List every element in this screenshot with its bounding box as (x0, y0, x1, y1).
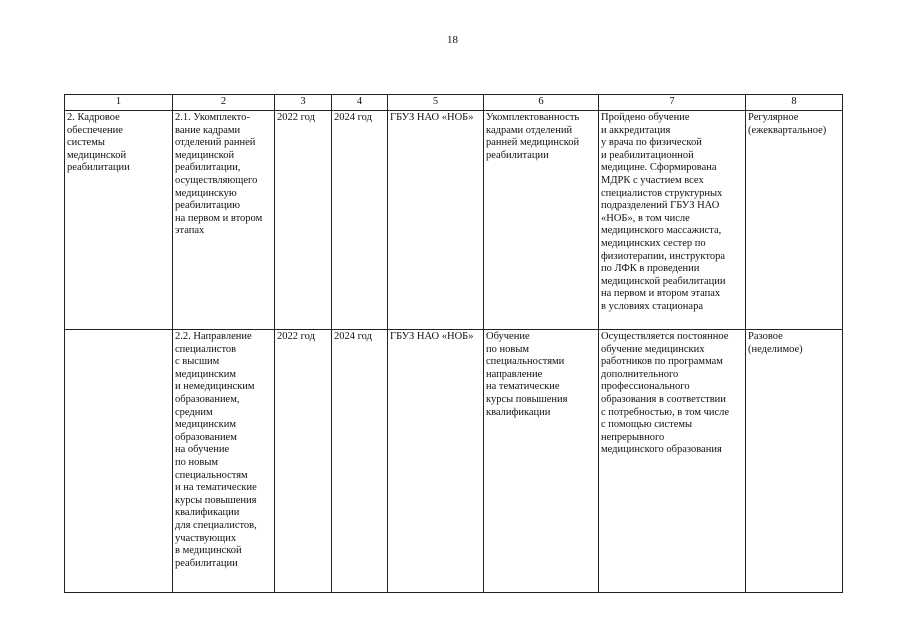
cell-text-line: реабилитацию (175, 200, 240, 212)
column-header: 8 (746, 95, 843, 111)
start-date-cell (275, 330, 332, 593)
cell-text-line: образования в соответствии (601, 393, 726, 405)
cell-text-line: и немедицинским (175, 381, 255, 393)
cell-text-line: направление (486, 368, 543, 380)
cell-text-line: профессионального (601, 381, 690, 393)
cell-text-line: (неделимое) (748, 343, 803, 355)
cell-text-line: реабилитации, (175, 162, 241, 174)
cell-text-line: специальностям (175, 469, 248, 481)
cell-text-line: медицинских сестер по (601, 237, 706, 249)
cell-text-line: реабилитации (486, 149, 549, 161)
cell-text-line: Укомплектованность (486, 112, 580, 123)
cell-text-line: подразделений ГБУЗ НАО (601, 200, 720, 212)
end-date-cell (332, 330, 388, 593)
cell-text-line: реабилитации (175, 557, 238, 569)
cell-text: ГБУЗ НАО «НОБ» (390, 331, 474, 342)
cell-text-line: Осуществляется постоянное (601, 331, 729, 342)
cell-text-line: у врача по физической (601, 137, 702, 149)
cell-text-line: Разовое (748, 331, 783, 342)
cell-text-line: медицинской (67, 149, 127, 161)
cell-text-line: курсы повышения (175, 494, 257, 506)
cell-text-line: на первом и втором этапах (601, 288, 721, 300)
column-header: 4 (332, 95, 388, 111)
page-number: 18 (447, 34, 458, 46)
cell-text-line: медицинским (175, 419, 237, 431)
cell-text-line: этапах (175, 225, 205, 237)
cell-text-line: участвующих (175, 532, 237, 544)
cell-text: 2024 год (334, 331, 372, 342)
cell-text-line: на первом и втором (175, 212, 263, 224)
cell-text-line: 2.1. Укомплекто- (175, 112, 250, 123)
header-row (65, 95, 843, 111)
indicator-cell (484, 111, 599, 330)
periodicity-cell (746, 330, 843, 593)
cell-text-line: обучение медицинских (601, 343, 705, 355)
end-date-cell (332, 111, 388, 330)
cell-text-line: медицине. Сформирована (601, 162, 717, 174)
start-date-cell (275, 111, 332, 330)
cell-text-line: с высшим (175, 356, 220, 368)
cell-text-line: образованием, (175, 393, 240, 405)
cell-text-line: на тематические (486, 381, 560, 393)
cell-text-line: медицинского образования (601, 444, 722, 456)
cell-text: 2024 год (334, 112, 372, 123)
cell-text-line: обеспечение (67, 124, 123, 136)
result-cell (599, 330, 746, 593)
cell-text-line: дополнительного (601, 368, 679, 380)
cell-text-line: медицинской (175, 149, 235, 161)
cell-text-line: Обучение (486, 331, 530, 342)
column-header: 7 (599, 95, 746, 111)
table-row (65, 111, 843, 330)
cell-text-line: осуществляющего (175, 174, 258, 186)
cell-text-line: работников по программам (601, 356, 723, 368)
cell-text-line: кадрами отделений (486, 124, 573, 136)
plan-table (64, 94, 843, 593)
cell-text-line: медицинским (175, 368, 237, 380)
cell-text-line: Пройдено обучение (601, 112, 690, 123)
cell-text-line: 2.2. Направление (175, 331, 252, 342)
measure-cell (173, 111, 275, 330)
cell-text-line: по новым (175, 456, 219, 468)
cell-text-line: с помощью системы (601, 419, 693, 431)
cell-text-line: средним (175, 406, 213, 418)
cell-text-line: на обучение (175, 444, 230, 456)
column-header: 5 (388, 95, 484, 111)
cell-text-line: физиотерапии, инструктора (601, 250, 725, 262)
cell-text: 2022 год (277, 331, 315, 342)
cell-text: ГБУЗ НАО «НОБ» (390, 112, 474, 123)
cell-text-line: курсы повышения (486, 393, 568, 405)
cell-text-line: специальностями (486, 356, 565, 368)
cell-text-line: медицинскую (175, 187, 237, 199)
cell-text-line: квалификации (175, 507, 240, 519)
section-cell (65, 330, 173, 593)
cell-text-line: по ЛФК в проведении (601, 263, 700, 275)
measure-cell (173, 330, 275, 593)
cell-text-line: специалистов (175, 343, 237, 355)
cell-text: 2022 год (277, 112, 315, 123)
cell-text-line: и аккредитация (601, 124, 671, 136)
cell-text-line: медицинского массажиста, (601, 225, 722, 237)
cell-text-line: для специалистов, (175, 519, 257, 531)
periodicity-cell (746, 111, 843, 330)
cell-text-line: с потребностью, в том числе (601, 406, 730, 418)
cell-text-line: специалистов структурных (601, 187, 723, 199)
cell-text-line: медицинской реабилитации (601, 275, 726, 287)
cell-text-line: ранней медицинской (486, 137, 580, 149)
cell-text-line: вание кадрами (175, 124, 241, 136)
column-header: 6 (484, 95, 599, 111)
cell-text-line: реабилитации (67, 162, 130, 174)
cell-text-line: Регулярное (748, 112, 799, 123)
indicator-cell (484, 330, 599, 593)
cell-text-line: в медицинской (175, 545, 242, 557)
cell-text-line: образованием (175, 431, 237, 443)
cell-text-line: МДРК с участием всех (601, 174, 704, 186)
cell-text-line: в условиях стационара (601, 300, 703, 312)
column-header: 2 (173, 95, 275, 111)
column-header: 1 (65, 95, 173, 111)
cell-text-line: квалификации (486, 406, 551, 418)
section-cell (65, 111, 173, 330)
cell-text-line: (ежеквартальное) (748, 124, 827, 136)
cell-text-line: отделений ранней (175, 137, 256, 149)
column-header: 3 (275, 95, 332, 111)
executor-cell (388, 330, 484, 593)
table-row (65, 330, 843, 593)
cell-text-line: системы (67, 137, 105, 149)
cell-text-line: по новым (486, 343, 530, 355)
executor-cell (388, 111, 484, 330)
result-cell (599, 111, 746, 330)
cell-text-line: непрерывного (601, 431, 665, 443)
cell-text-line: и реабилитационной (601, 149, 694, 161)
cell-text-line: и на тематические (175, 482, 257, 494)
cell-text-line: «НОБ», в том числе (601, 212, 690, 224)
cell-text-line: 2. Кадровое (67, 112, 120, 123)
